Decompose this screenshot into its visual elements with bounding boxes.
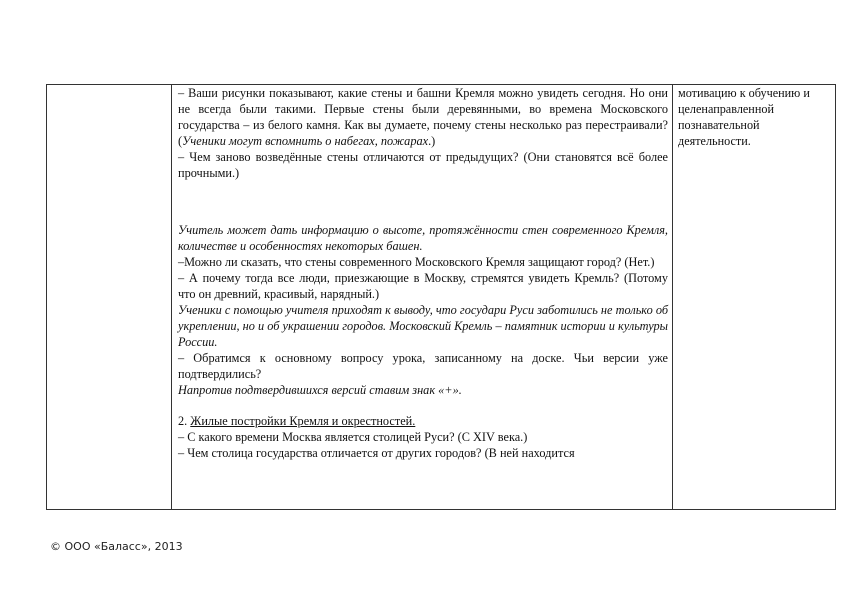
table-row <box>47 85 836 510</box>
paragraph: – С какого времени Москва является столицей Руси? (С XIV века.) <box>178 430 528 445</box>
conclusion-note: Ученики с помощью учителя приходят к выводу, что государи Руси заботились не только об укреплении, но и об украшении городов. Московский Кремль – памятник истории и культуры России. <box>178 302 668 349</box>
lesson-table <box>46 84 836 510</box>
spacer <box>178 398 668 414</box>
paragraph: – А почему тогда все люди, приезжающие в Москву, стремятся увидеть Кремль? (Потому что он древний, красивый, нарядный.) <box>178 271 668 302</box>
section-heading: 2. Жилые постройки Кремля и окрестностей. <box>178 414 416 429</box>
paragraph: – Чем столица государства отличается от других городов? (В ней находится <box>178 446 575 461</box>
content-text <box>172 85 672 462</box>
paragraph: –Можно ли сказать, что стены современного Московского Кремля защищают город? (Нет.) <box>178 255 655 270</box>
copyright-footer: © ООО «Баласс», 2013 <box>50 540 183 553</box>
paragraph: – Обратимся к основному вопросу урока, записанному на доске. Чьи версии уже подтвердились? <box>178 350 668 381</box>
outcome-text: мотивацию к обучению и целенаправленной познавательной деятельности. <box>678 86 810 148</box>
paragraph: – Ваши рисунки показывают, какие стены и башни Кремля можно увидеть сегодня. Но они не всегда были такими. Первые стены были деревянными, во времена Московского государства – из белого камня. Как вы думаете, почему стены несколько раз перестраивали? (Ученики могут вспомнить о набегах, пожарах.) <box>178 86 668 148</box>
instruction-note: Напротив подтвердившихся версий ставим знак «+». <box>178 382 462 397</box>
stage-cell <box>47 85 172 510</box>
paragraph: – Чем заново возведённые стены отличаются от предыдущих? (Они становятся всё более прочными.) <box>178 149 668 180</box>
content-cell <box>172 85 673 510</box>
spacer <box>178 181 668 223</box>
italic-note: Ученики могут вспомнить о набегах, пожарах <box>182 133 429 148</box>
outcome-cell <box>673 85 836 510</box>
teacher-note: Учитель может дать информацию о высоте, протяжённости стен современного Кремля, количестве и особенностях некоторых башен. <box>178 223 668 254</box>
